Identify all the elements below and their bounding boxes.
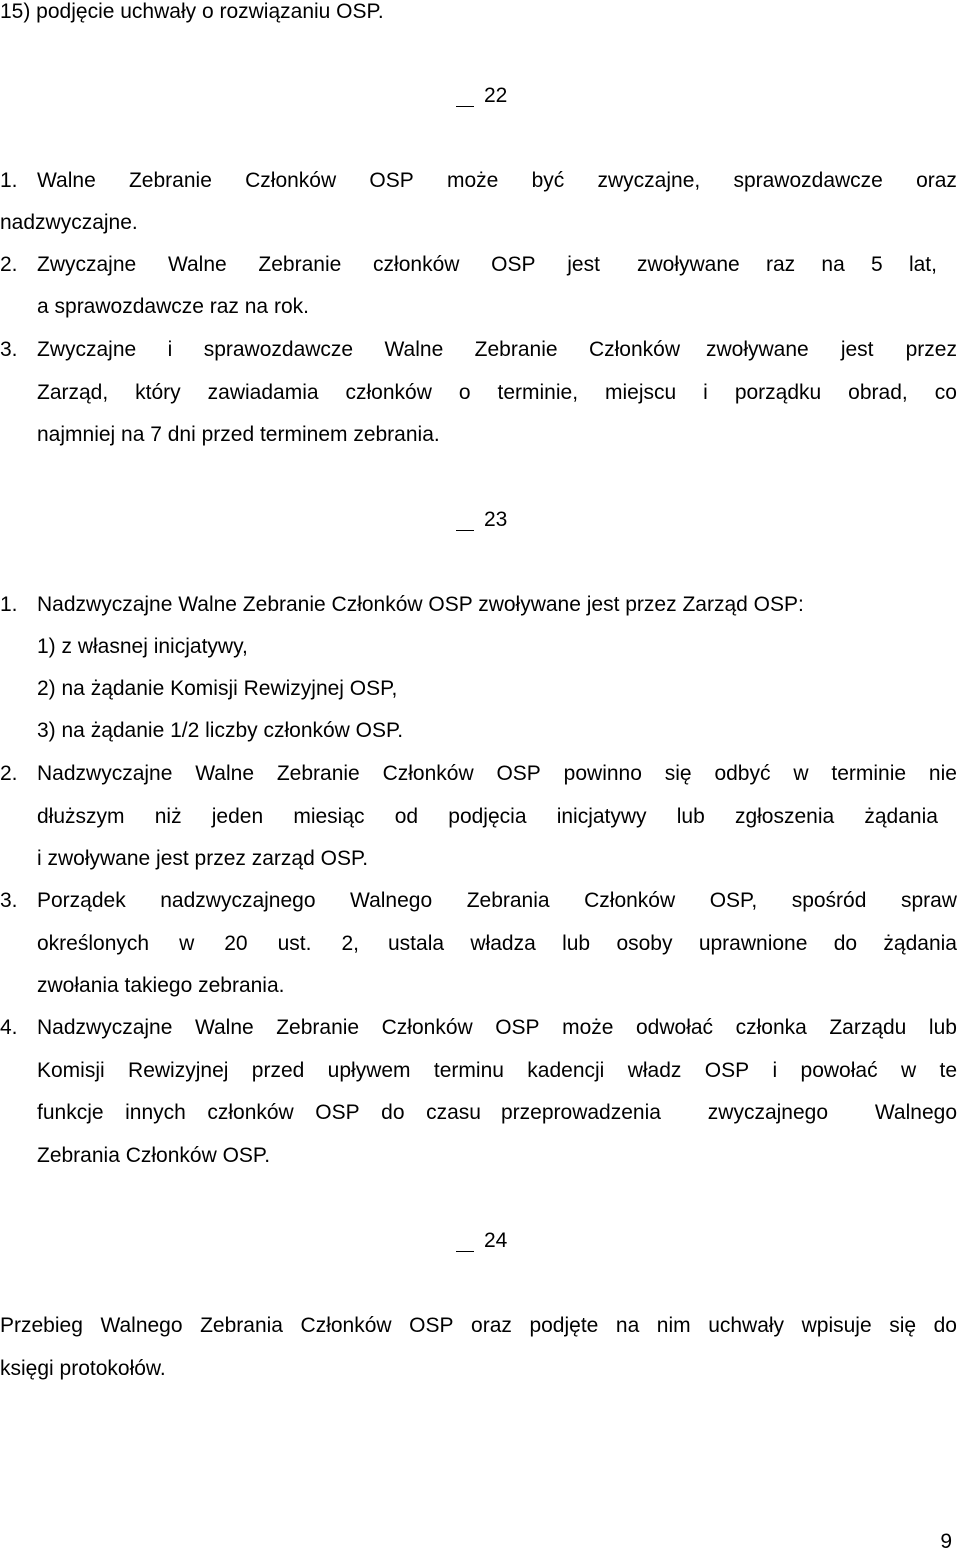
s22-p2-line1b [637, 253, 937, 277]
s22-p3-line1a [37, 338, 680, 362]
section-23-heading [456, 508, 507, 532]
word: niż [154, 805, 182, 828]
s22-p1-line2: nadzwyczajne. [0, 211, 138, 234]
word: i [772, 1059, 778, 1082]
section-sign-icon [456, 1229, 474, 1253]
word: w [900, 1059, 917, 1082]
word: lat, [908, 253, 937, 276]
word: Walne [37, 169, 96, 192]
word: spraw [900, 889, 957, 912]
word: OSP [496, 762, 541, 785]
word: Zebranie [258, 253, 342, 276]
word: sprawozdawcze [733, 169, 883, 192]
word: Walnego [100, 1314, 183, 1337]
word: lub [562, 932, 591, 955]
page-number: 9 [940, 1530, 952, 1553]
word: Członków [382, 762, 474, 785]
word: jest [840, 338, 874, 361]
s23-p1-item-3: 3) na żądanie 1/2 liczby członków OSP. [37, 719, 404, 742]
word: powinno [563, 762, 642, 785]
word: co [934, 381, 957, 404]
word: może [446, 169, 499, 192]
s23-p3-line1 [37, 889, 957, 913]
word: OSP [315, 1101, 360, 1124]
s23-p4-line4: Zebrania Członków OSP. [37, 1144, 271, 1167]
word: w [793, 762, 809, 785]
s23-p2-line1 [37, 762, 957, 786]
word: zwyczajnego [707, 1101, 829, 1124]
s23-p3-line2a [37, 932, 359, 956]
word: Nadzwyczajne [37, 1016, 173, 1039]
word: OSP, [709, 889, 758, 912]
word: 2, [341, 932, 359, 955]
word: Zebranie [474, 338, 558, 361]
word: kadencji [527, 1059, 605, 1082]
word: i [167, 338, 173, 361]
s23-p1-number: 1. [0, 593, 18, 616]
word: do [381, 1101, 405, 1124]
word: na [615, 1314, 640, 1337]
s23-p4-line3b [501, 1101, 957, 1125]
section-22-number: 22 [484, 84, 508, 107]
word: Walnego [350, 889, 433, 912]
s23-p4-number: 4. [0, 1016, 18, 1039]
s23-p1-line1: Nadzwyczajne Walne Zebranie Członków OSP zwoływane jest przez Zarząd OSP: [37, 593, 804, 616]
word: w [179, 932, 195, 955]
word: członków [207, 1101, 294, 1124]
word: może [562, 1016, 614, 1039]
word: miejscu [605, 381, 677, 404]
word: do [833, 932, 858, 955]
word: żądania [864, 805, 938, 828]
word: OSP [495, 1016, 540, 1039]
word: podjęcia [448, 805, 527, 828]
s22-p3-line3: najmniej na 7 dni przed terminem zebrania. [37, 423, 440, 446]
s23-p2-line3: i zwoływane jest przez zarząd OSP. [37, 847, 369, 870]
word: ustala [388, 932, 445, 955]
word: zwoływane [637, 253, 740, 276]
word: uprawnione [698, 932, 808, 955]
word: ust. [277, 932, 312, 955]
word: który [135, 381, 181, 404]
list-item-15: 15) podjęcie uchwały o rozwiązaniu OSP. [0, 0, 384, 23]
word: zgłoszenia [734, 805, 835, 828]
word: powołać [800, 1059, 878, 1082]
word: Rewizyjnej [128, 1059, 229, 1082]
word: na [821, 253, 845, 276]
word: spośród [791, 889, 867, 912]
s23-p4-line1 [37, 1016, 957, 1040]
word: Zebrania [466, 889, 550, 912]
word: Walne [167, 253, 227, 276]
word: o [458, 381, 471, 404]
word: lub [676, 805, 705, 828]
word: i [703, 381, 708, 404]
word: być [531, 169, 565, 192]
word: oraz [471, 1314, 512, 1337]
section-24-heading [456, 1229, 507, 1253]
word: odbyć [714, 762, 771, 785]
word: władza [470, 932, 536, 955]
s23-p1-item-1: 1) z własnej inicjatywy, [37, 635, 248, 658]
word: członków [345, 381, 432, 404]
section-sign-icon [456, 84, 474, 108]
s22-p1-line1 [37, 169, 957, 193]
s23-p3-line2b [388, 932, 957, 956]
word: Członków [381, 1016, 473, 1039]
s23-p2-line2 [37, 805, 938, 829]
word: OSP [409, 1314, 454, 1337]
word: Zebranie [276, 1016, 360, 1039]
word: uchwały [708, 1314, 785, 1337]
s22-p2-line1a [37, 253, 600, 277]
s23-p3-line3: zwołania takiego zebrania. [37, 974, 285, 997]
s23-p4-line2 [37, 1059, 957, 1083]
word: te [939, 1059, 957, 1082]
word: podjęte [529, 1314, 599, 1337]
word: członka [735, 1016, 807, 1039]
word: 5 [871, 253, 883, 276]
word: Zarządu [829, 1016, 907, 1039]
word: czasu [426, 1101, 481, 1124]
word: Członków [584, 889, 676, 912]
word: Zebranie [276, 762, 360, 785]
s23-p2-number: 2. [0, 762, 18, 785]
word: terminu [433, 1059, 504, 1082]
word: Przebieg [0, 1314, 83, 1337]
word: przed [251, 1059, 305, 1082]
word: OSP [704, 1059, 750, 1082]
word: odwołać [636, 1016, 714, 1039]
s23-p1-item-2: 2) na żądanie Komisji Rewizyjnej OSP, [37, 677, 398, 700]
section-22-heading [456, 84, 507, 108]
word: do [933, 1314, 957, 1337]
word: dłuższym [37, 805, 125, 828]
word: żądania [883, 932, 957, 955]
word: członków [373, 253, 460, 276]
word: upływem [327, 1059, 411, 1082]
section-23-number: 23 [484, 508, 508, 531]
word: Porządek [37, 889, 126, 912]
word: się [664, 762, 692, 785]
word: określonych [37, 932, 150, 955]
word: funkcje [37, 1101, 104, 1124]
word: Zwyczajne [37, 253, 137, 276]
word: terminie [831, 762, 907, 785]
section-sign-icon [456, 508, 474, 532]
s22-p3-line2 [37, 381, 957, 405]
s22-p3-line1b [706, 338, 957, 362]
word: zwoływane [706, 338, 809, 361]
word: Walne [195, 762, 254, 785]
word: Zebranie [128, 169, 212, 192]
s23-p4-line3a [37, 1101, 481, 1125]
word: nadzwyczajnego [160, 889, 316, 912]
s24-line1 [0, 1314, 957, 1338]
word: przez [905, 338, 957, 361]
word: od [394, 805, 419, 828]
word: porządku [734, 381, 822, 404]
word: jeden [211, 805, 264, 828]
word: Zwyczajne [37, 338, 137, 361]
s22-p2-number: 2. [0, 253, 18, 276]
section-24-number: 24 [484, 1229, 508, 1252]
word: lub [928, 1016, 957, 1039]
s22-p3-number: 3. [0, 338, 18, 361]
word: nim [656, 1314, 691, 1337]
word: Komisji [37, 1059, 105, 1082]
word: nie [928, 762, 957, 785]
word: inicjatywy [556, 805, 647, 828]
word: Walne [194, 1016, 254, 1039]
s24-line2: księgi protokołów. [0, 1357, 166, 1380]
word: 20 [224, 932, 248, 955]
word: Zarząd, [37, 381, 109, 404]
word: sprawozdawcze [203, 338, 354, 361]
word: przeprowadzenia [501, 1101, 661, 1124]
word: zwyczajne, [597, 169, 701, 192]
s22-p2-line2: a sprawozdawcze raz na rok. [37, 295, 309, 318]
word: Członków [588, 338, 680, 361]
word: jest [567, 253, 600, 276]
word: osoby [616, 932, 673, 955]
word: OSP [491, 253, 536, 276]
word: Członków [245, 169, 337, 192]
word: miesiąc [293, 805, 365, 828]
word: raz [765, 253, 796, 276]
word: OSP [369, 169, 414, 192]
word: wpisuje [801, 1314, 872, 1337]
s22-p1-number: 1. [0, 169, 18, 192]
word: innych [125, 1101, 186, 1124]
word: Walnego [874, 1101, 957, 1124]
word: zawiadamia [207, 381, 319, 404]
word: się [889, 1314, 917, 1337]
word: Członków [300, 1314, 392, 1337]
word: Walne [384, 338, 444, 361]
word: Zebrania [200, 1314, 283, 1337]
word: władz [627, 1059, 682, 1082]
word: terminie, [497, 381, 579, 404]
word: obrad, [848, 381, 908, 404]
s23-p3-number: 3. [0, 889, 18, 912]
word: Nadzwyczajne [37, 762, 173, 785]
word: oraz [916, 169, 957, 192]
